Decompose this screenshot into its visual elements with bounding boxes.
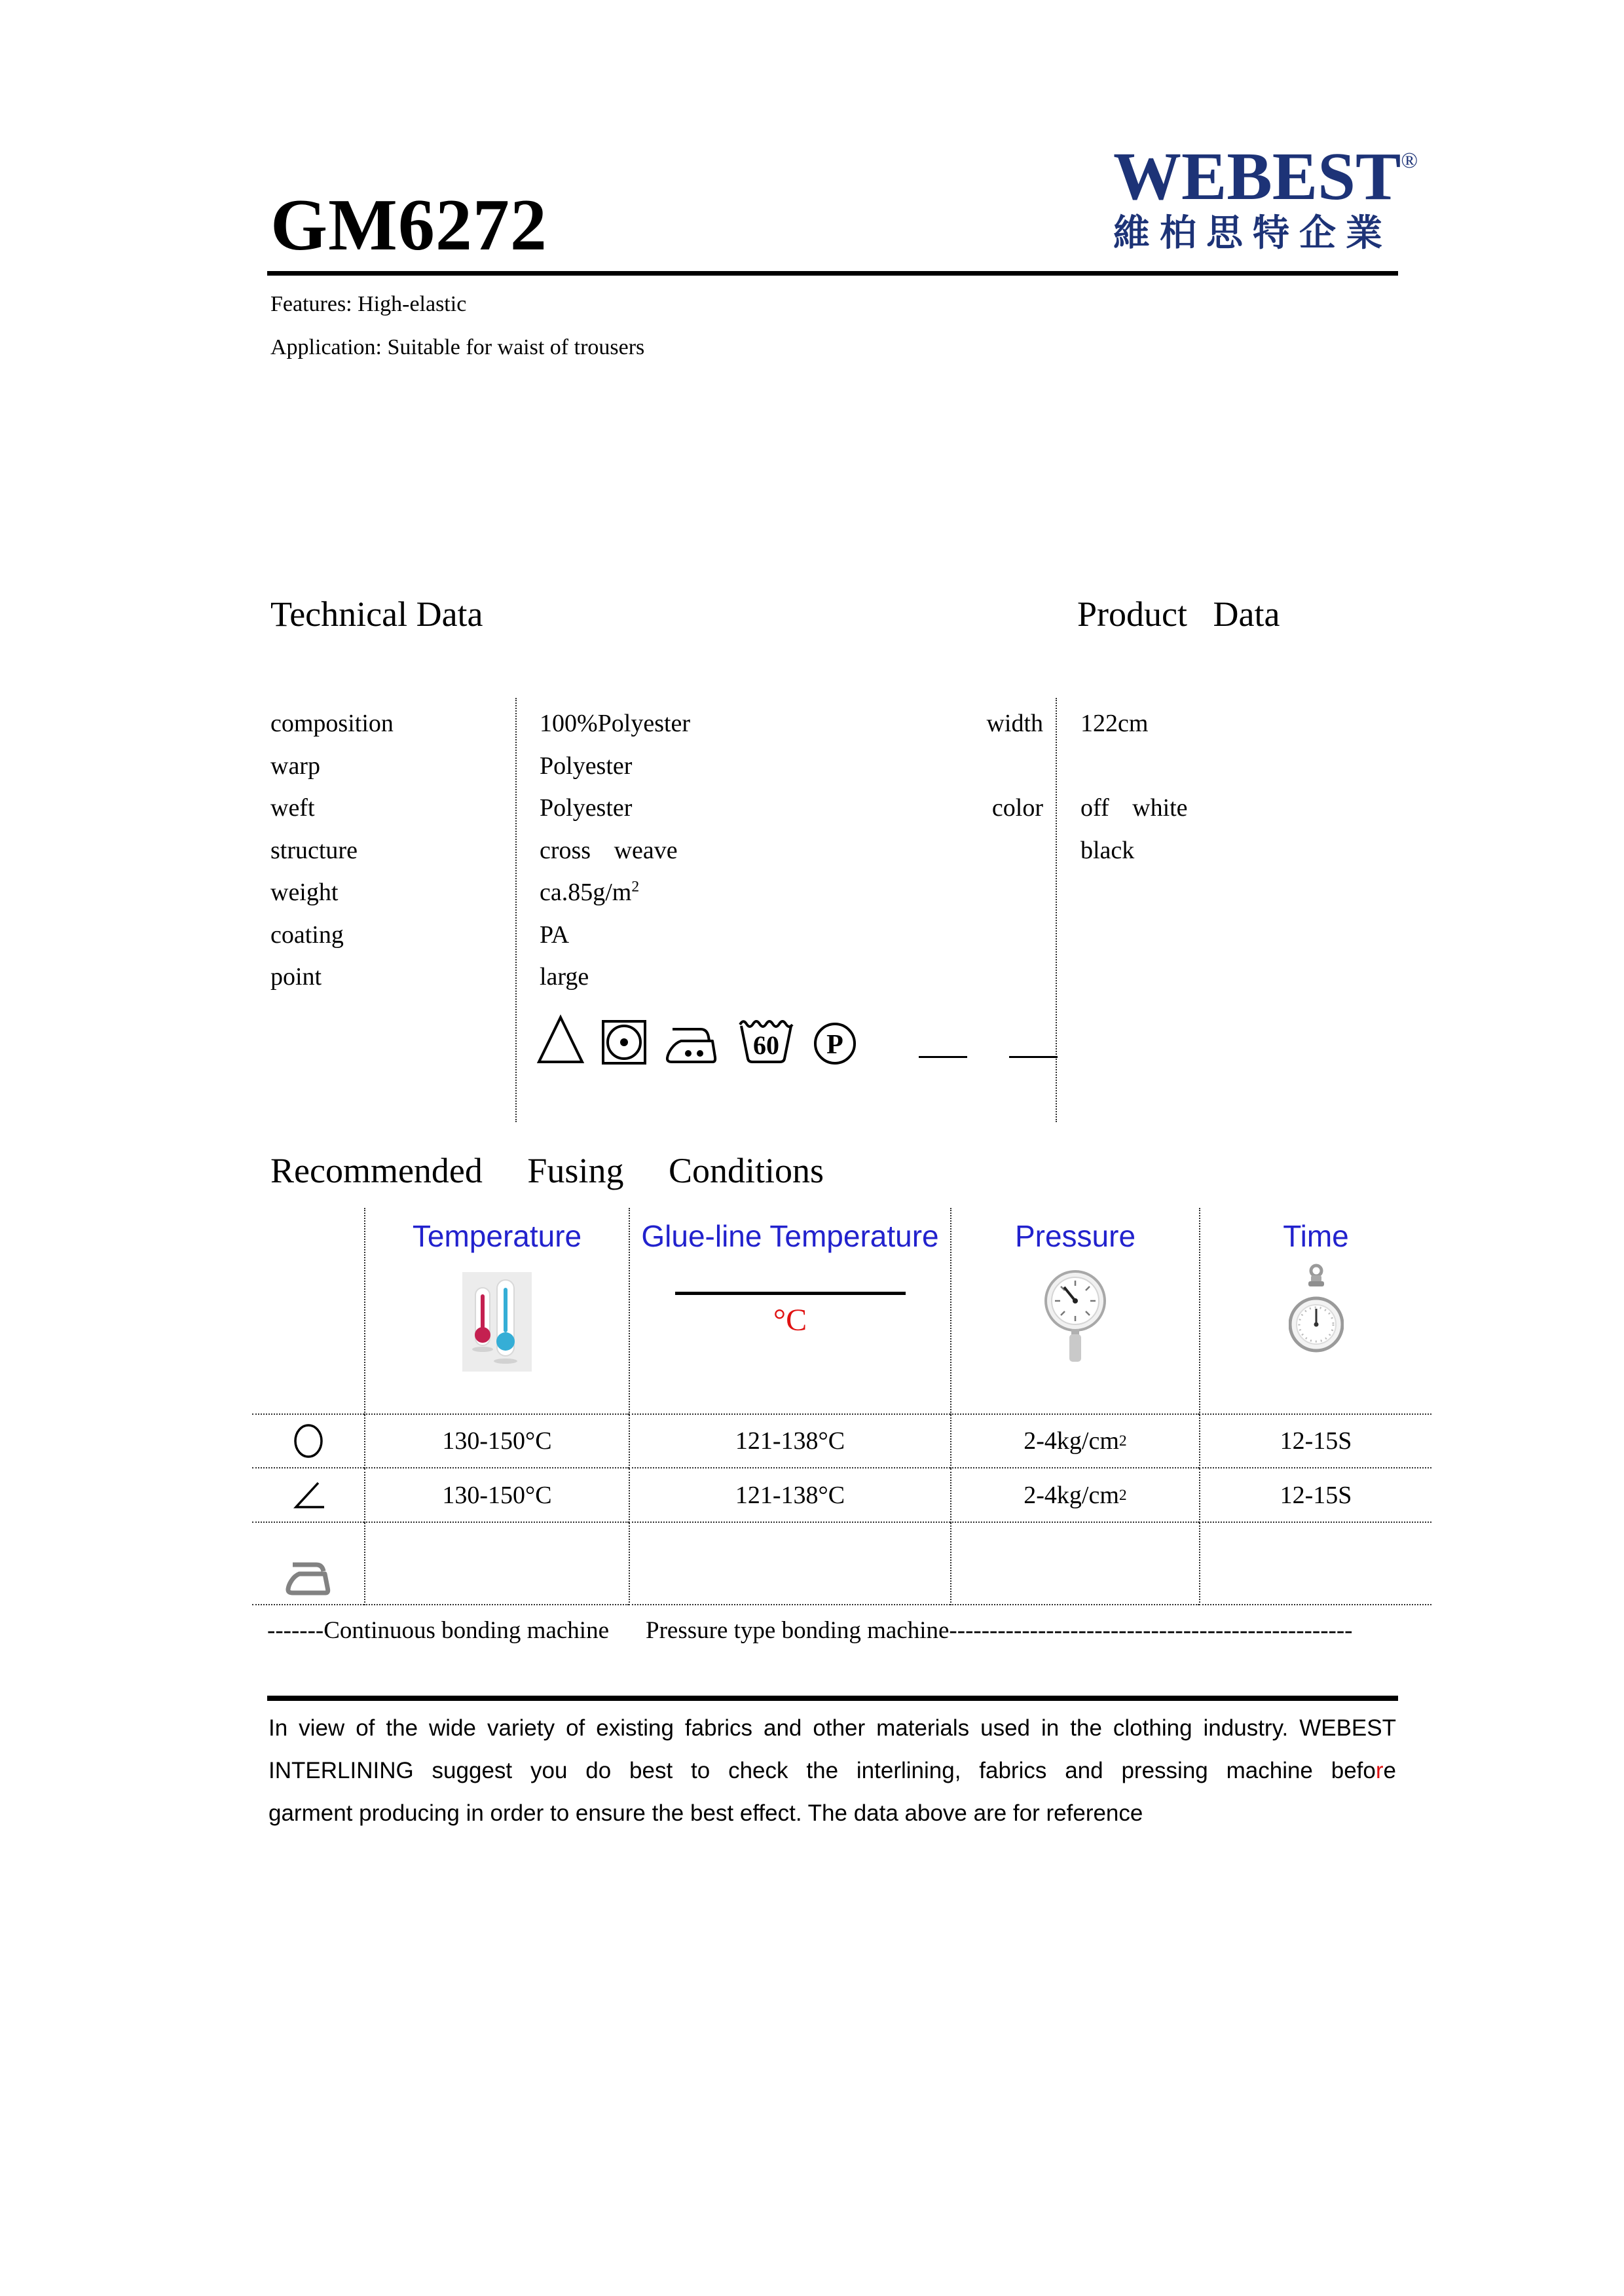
tech-row [270,835,678,866]
glue-line-underline [675,1292,906,1295]
fusing-header-symbol-cell [252,1208,364,1415]
tech-row [270,877,639,907]
technical-data-section [270,701,1469,1133]
disclaimer-paragraph [268,1714,1396,1842]
dry-clean-letter: P [826,1030,843,1060]
continuous-machine-label: Continuous bonding machine [323,1617,609,1644]
glue-line-value-empty [629,1523,950,1605]
tech-label: weft [270,794,315,822]
wash-60-icon [735,1013,797,1066]
pressure-machine-label: Pressure type bonding machine [646,1617,950,1644]
glue-line-column-label: Glue-line Temperature [641,1219,939,1253]
tech-row [270,751,632,781]
glue-line-value: 121-138°C [629,1415,950,1468]
pressure-gauge-icon [1043,1263,1108,1368]
tech-value: PA [540,921,570,949]
tech-label: composition [270,710,394,737]
dry-clean-p-icon [813,1021,857,1066]
iron-two-dots-icon [663,1024,720,1066]
product-label-width: width [986,710,1043,737]
temperature-value: 130-150°C [364,1468,629,1523]
tech-row [270,793,632,823]
superscript: 2 [631,878,640,896]
bonding-machine-caption [267,1616,1353,1646]
tech-label: weight [270,879,339,906]
technical-data-heading: Technical Data [270,594,483,634]
tumble-dry-icon [600,1019,648,1066]
brand-logo [1113,139,1418,253]
wash-temp-label: 60 [753,1030,779,1060]
application-line: Application: Suitable for waist of trousers [270,335,645,359]
product-data-heading: Product Data [1077,594,1280,634]
time-value: 12-15S [1199,1415,1431,1468]
caption-lead-dashes: ------- [267,1617,324,1644]
row-symbol-iron [252,1523,364,1605]
features-line: Features: High-elastic [270,292,467,316]
brand-logo-row [1113,139,1418,214]
temperature-column-label: Temperature [412,1219,582,1253]
temperature-value-empty [364,1523,629,1605]
tech-row [270,962,589,992]
bleach-triangle-icon [536,1013,585,1066]
tech-label: coating [270,921,344,949]
pressure-value: 2-4kg/cm 2 [950,1415,1199,1468]
page-title: GM6272 [270,185,547,266]
row-symbol-circle [252,1415,364,1468]
disclaimer-line-1: In view of the wide variety of existing fabrics and other materials used in the clothing industry. WEBEST [268,1715,1396,1741]
thermometer-icon [462,1272,532,1372]
pressure-value-empty [950,1523,1199,1605]
fusing-header-temperature [364,1208,629,1415]
fusing-header-time [1199,1208,1431,1415]
disclaimer-line-2: INTERLINING suggest you do best to check the interlining, fabrics and pressing machine before [268,1758,1396,1783]
registered-mark-icon: ® [1401,149,1418,173]
product-value-color: off white [1080,794,1188,822]
pressure-value: 2-4kg/cm 2 [950,1468,1199,1523]
brand-name: WEBEST [1113,139,1401,214]
glue-line-value: 121-138°C [629,1468,950,1523]
fusing-header-glue-line [629,1208,950,1415]
celsius-unit-label: °C [773,1303,807,1338]
tech-label: structure [270,837,358,864]
brand-subtitle: 維柏思特企業 [1113,212,1392,253]
blank-line-symbol [1009,1056,1058,1058]
tech-value: cross weave [540,837,678,864]
time-value: 12-15S [1199,1468,1431,1523]
tech-value: Polyester [540,752,633,780]
product-value-width: 122cm [1080,710,1149,737]
blank-line-symbol [919,1056,967,1058]
product-value-color-2: black [1080,837,1135,864]
angle-symbol-icon [290,1480,327,1511]
fusing-header-pressure [950,1208,1199,1415]
tech-value: Polyester [540,794,633,822]
tech-row [270,708,690,738]
row-symbol-angle [252,1468,364,1523]
stopwatch-icon [1289,1262,1344,1364]
care-symbols-row [536,1013,1073,1070]
time-column-label: Time [1283,1219,1349,1253]
tech-value: 100%Polyester [540,710,691,737]
disclaimer-line-3: garment producing in order to ensure the best effect. The data above are for reference [268,1800,1143,1826]
tech-value: large [540,963,589,991]
caption-trail-dashes: -------------------------------------------------- [949,1617,1353,1644]
tech-row [270,920,569,950]
fusing-conditions-table [252,1208,1431,1605]
iron-symbol-icon [284,1559,333,1597]
time-value-empty [1199,1523,1431,1605]
footer-divider [267,1696,1398,1701]
circle-symbol-icon [292,1423,325,1459]
fusing-conditions-heading: Recommended Fusing Conditions [270,1151,824,1190]
red-letter: r [1375,1758,1384,1783]
tech-value: $ca.85g/m^2$ [540,878,640,906]
product-label-color: color [991,794,1043,822]
tech-label: warp [270,752,320,780]
tech-label: point [270,963,322,991]
header-divider [267,271,1398,276]
pressure-column-label: Pressure [1014,1219,1136,1253]
temperature-value: 130-150°C [364,1415,629,1468]
